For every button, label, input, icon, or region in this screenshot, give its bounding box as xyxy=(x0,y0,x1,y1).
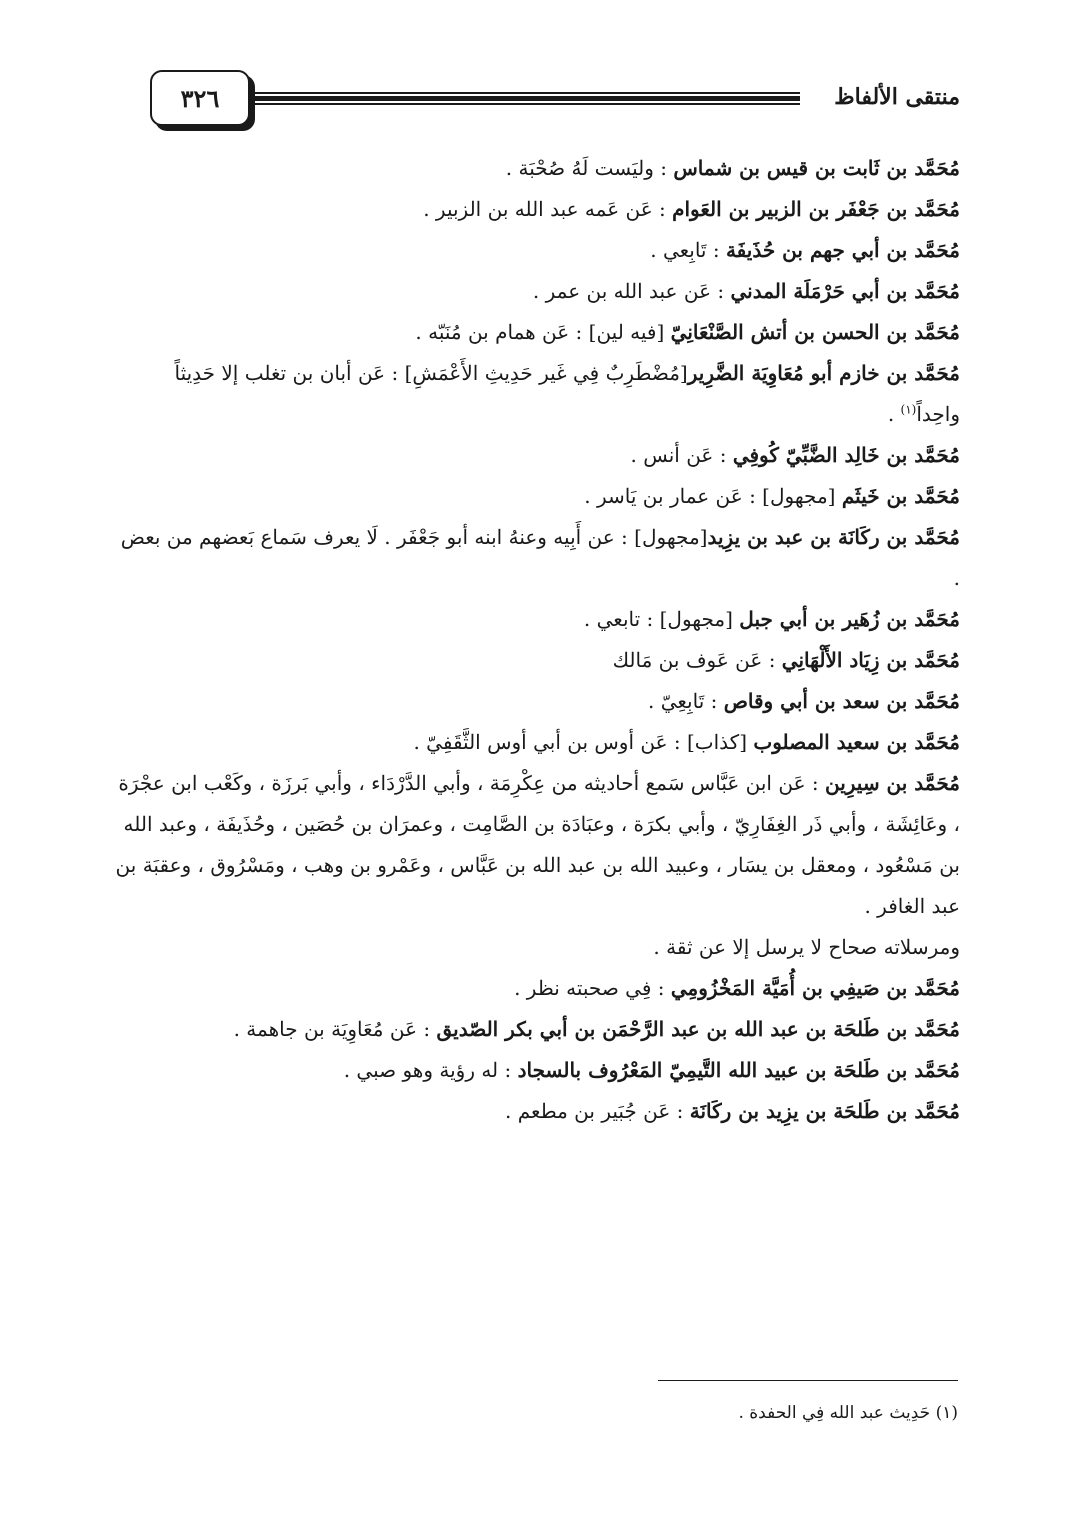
footnote: (١) حَدِيث عبد الله فِي الحفدة . xyxy=(738,1403,958,1423)
entry xyxy=(115,517,960,599)
entry xyxy=(115,148,960,189)
entry-text: : له رؤية وهو صبي . xyxy=(343,1058,518,1082)
entry xyxy=(115,1091,960,1132)
entry-name: مُحَمَّد بن خَيثَم xyxy=(841,484,960,508)
entry-text: [مجهول] : عَن عمار بن يَاسر . xyxy=(584,484,842,508)
entry xyxy=(115,312,960,353)
footnote-ref: (١) xyxy=(900,402,917,417)
entry-text: [فيه لين] : عَن همام بن مُنَبّه . xyxy=(415,320,671,344)
entry-name: مُحَمَّد بن ركَانَة بن عبد بن يزِيد xyxy=(707,525,960,549)
entry-name: مُحَمَّد بن زِيَاد الأَلْهَانِي xyxy=(781,648,960,672)
entry-name: مُحَمَّد بن سعيد المصلوب xyxy=(753,730,960,754)
entry-text: [مُضْطَرِبٌ فِي غَير حَدِيثِ الأَعْمَشِ] : عَن أبان بن تغلب إلا حَدِيثاً واحِداً xyxy=(174,361,960,426)
entry-text: : عَن مُعَاوِيَة بن جاهمة . xyxy=(233,1017,437,1041)
entry xyxy=(115,640,960,681)
entry-name: مُحَمَّد بن طَلحَة بن عبد الله بن عبد الرَّحْمَن بن أبي بكر الصّديق xyxy=(436,1017,960,1041)
entry-text: [مجهول] : تابعي . xyxy=(583,607,740,631)
entry xyxy=(115,1050,960,1091)
entry xyxy=(115,230,960,271)
entry xyxy=(115,435,960,476)
entry xyxy=(115,681,960,722)
header-rule-thin-top xyxy=(255,92,800,94)
entry-text: [كذاب] : عَن أوس بن أبي أوس الثَّقَفِيّ . xyxy=(413,730,754,754)
entry-name: مُحَمَّد بن زُهَير بن أبي جبل xyxy=(739,607,960,631)
entry xyxy=(115,476,960,517)
header-rule-thin-bottom xyxy=(255,103,800,105)
page-number: ٣٢٦ xyxy=(180,83,220,113)
entry-text: : عَن ابن عَبَّاس سَمع أحاديثه من عِكْرِمَة ، وأبي الدَّرْدَاء ، وأبي بَرزَة ، وكَعْب ابن عجْرَة ، وعَائِشَة ، وأبي ذَر الغِفَارِيّ ، وأبي بكرَة ، وعبَادَة بن الصَّامِت ، وعمرَان بن حُصَين ، وحُذَيفَة ، وعبد الله بن مَسْعُود ، ومعقل بن يسَار ، وعبيد الله بن عبد الله بن عَبَّاس ، وعَمْرو بن وهب ، ومَسْرُوق ، وعقبَة بن عبد الغافر . xyxy=(115,771,960,918)
footnote-divider xyxy=(658,1380,958,1381)
entry-text: : عَن عَمه عبد الله بن الزبير . xyxy=(423,197,673,221)
entry-name: مُحَمَّد بن أبي حَرْمَلَة المدني xyxy=(730,279,960,303)
entry-text: : وليَست لَهُ صُحْبَة . xyxy=(505,156,674,180)
entry-text-tail: . xyxy=(887,402,901,426)
entry xyxy=(115,271,960,312)
page-header xyxy=(110,70,960,130)
entry-text: [مجهول] : عن أَبِيه وعنهُ ابنه أبو جَعْفَر . لَا يعرف سَماع بَعضهم من بعض . xyxy=(120,525,960,590)
entry-name: مُحَمَّد بن خازم أبو مُعَاوِيَة الضَّرِير xyxy=(687,361,960,385)
entry xyxy=(115,189,960,230)
entry-name: مُحَمَّد بن طَلحَة بن عبيد الله التَّيمِيّ المَعْرُوف بالسجاد xyxy=(517,1058,960,1082)
entry-name: مُحَمَّد بن صَيفِي بن أُمَيَّة المَخْزُومِي xyxy=(670,976,960,1000)
entry xyxy=(115,927,960,968)
entry-text: : عَن أنس . xyxy=(630,443,733,467)
entry-text: : تَابِعي . xyxy=(650,238,726,262)
entry-name: مُحَمَّد بن خَالِد الضَّبِّيّ كُوفِي xyxy=(732,443,960,467)
entry-text: : عَن جُبَير بن مطعم . xyxy=(505,1099,690,1123)
entry xyxy=(115,599,960,640)
entry-text: : فِي صحبته نظر . xyxy=(514,976,671,1000)
entry xyxy=(115,1009,960,1050)
entry-text: ومرسلاته صحاح لا يرسل إلا عن ثقة . xyxy=(653,935,960,959)
entry-name: مُحَمَّد بن جَعْفَر بن الزبير بن العَوام xyxy=(672,197,960,221)
entry-name: مُحَمَّد بن ثَابت بن قيس بن شماس xyxy=(673,156,960,180)
entry xyxy=(115,968,960,1009)
entry-text: : عَن عبد الله بن عمر . xyxy=(532,279,731,303)
header-rule-thick xyxy=(255,96,800,101)
entry-name: مُحَمَّد بن سعد بن أبي وقاص xyxy=(723,689,960,713)
main-text xyxy=(115,148,960,1132)
book-title: منتقى الألفاظ xyxy=(834,84,960,110)
entry-name: مُحَمَّد بن أبي جهم بن حُذَيفَة xyxy=(725,238,960,262)
entry-name: مُحَمَّد بن الحسن بن أتش الصَّنْعَانِيّ xyxy=(670,320,960,344)
entry-name: مُحَمَّد بن سِيرِين xyxy=(824,771,960,795)
entry xyxy=(115,353,960,435)
entry-name: مُحَمَّد بن طَلحَة بن يزِيد بن ركَانَة xyxy=(689,1099,960,1123)
entry-text: : تَابِعِيّ . xyxy=(648,689,724,713)
header-rule xyxy=(255,92,800,108)
entry xyxy=(115,722,960,763)
entry-text: : عَن عَوف بن مَالك xyxy=(612,648,782,672)
entry xyxy=(115,763,960,927)
page-number-frame xyxy=(150,70,250,126)
